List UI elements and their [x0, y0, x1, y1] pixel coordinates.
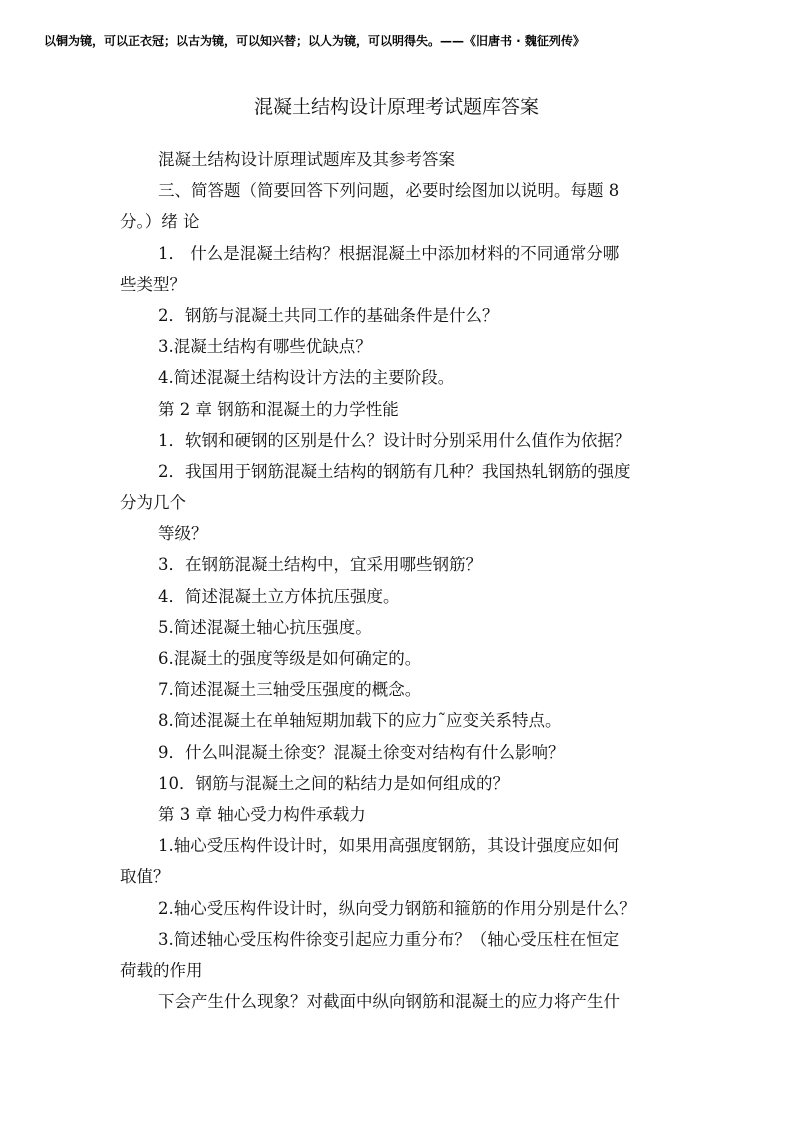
- question-line: 7.简述混凝土三轴受压强度的概念。: [158, 680, 422, 700]
- question-line: 2.轴心受压构件设计时，纵向受力钢筋和箍筋的作用分别是什么？: [158, 898, 636, 918]
- question-line: 2．我国用于钢筋混凝土结构的钢筋有几种？我国热轧钢筋的强度: [158, 461, 631, 481]
- question-continuation: 等级？: [158, 524, 208, 544]
- question-continuation: 些类型？: [120, 274, 186, 294]
- question-line: 8.简述混凝土在单轴短期加载下的应力˜应变关系特点。: [158, 711, 562, 731]
- subtitle-line: 混凝土结构设计原理试题库及其参考答案: [158, 150, 455, 169]
- question-line: 3.简述轴心受压构件徐变引起应力重分布？（轴心受压柱在恒定: [158, 929, 620, 949]
- question-line: 10．钢筋与混凝土之间的粘结力是如何组成的？: [158, 773, 509, 793]
- question-line: 3．在钢筋混凝土结构中，宜采用哪些钢筋？: [158, 555, 482, 575]
- question-line: 4．简述混凝土立方体抗压强度。: [158, 586, 400, 606]
- section-intro-continuation: 分。）绪 论: [120, 212, 200, 232]
- section-intro-line: 三、简答题（简要回答下列问题，必要时绘图加以说明。每题 8: [158, 181, 620, 201]
- question-line: 2．钢筋与混凝土共同工作的基础条件是什么？: [158, 305, 499, 325]
- question-continuation: 荷载的作用: [120, 960, 203, 980]
- question-continuation: 取值？: [120, 867, 170, 887]
- document-body: [120, 144, 680, 1017]
- question-line: 1．软钢和硬钢的区别是什么？设计时分别采用什么值作为依据？: [158, 430, 631, 450]
- question-line: 6.混凝土的强度等级是如何确定的。: [158, 649, 422, 668]
- question-line: 1． 什么是混凝土结构？根据混凝土中添加材料的不同通常分哪: [158, 243, 620, 263]
- document-title: 混凝土结构设计原理考试题库答案: [253, 96, 539, 118]
- question-continuation: 下会产生什么现象？对截面中纵向钢筋和混凝土的应力将产生什: [158, 992, 620, 1012]
- chapter-heading: 第 2 章 钢筋和混凝土的力学性能: [158, 399, 399, 419]
- question-line: 5.简述混凝土轴心抗压强度。: [158, 617, 372, 637]
- question-line: 4.简述混凝土结构设计方法的主要阶段。: [158, 368, 455, 388]
- chapter-heading: 第 3 章 轴心受力构件承载力: [158, 804, 366, 824]
- question-line: 3.混凝土结构有哪些优缺点？: [158, 337, 372, 357]
- header-quote: 以铜为镜，可以正衣冠；以古为镜，可以知兴替；以人为镜，可以明得失。——《旧唐书 · 魏征列传》: [44, 34, 585, 48]
- question-continuation: 分为几个: [120, 493, 186, 513]
- question-line: 9．什么叫混凝土徐变？混凝土徐变对结构有什么影响？: [158, 742, 565, 762]
- question-line: 1.轴心受压构件设计时，如果用高强度钢筋，其设计强度应如何: [158, 836, 620, 856]
